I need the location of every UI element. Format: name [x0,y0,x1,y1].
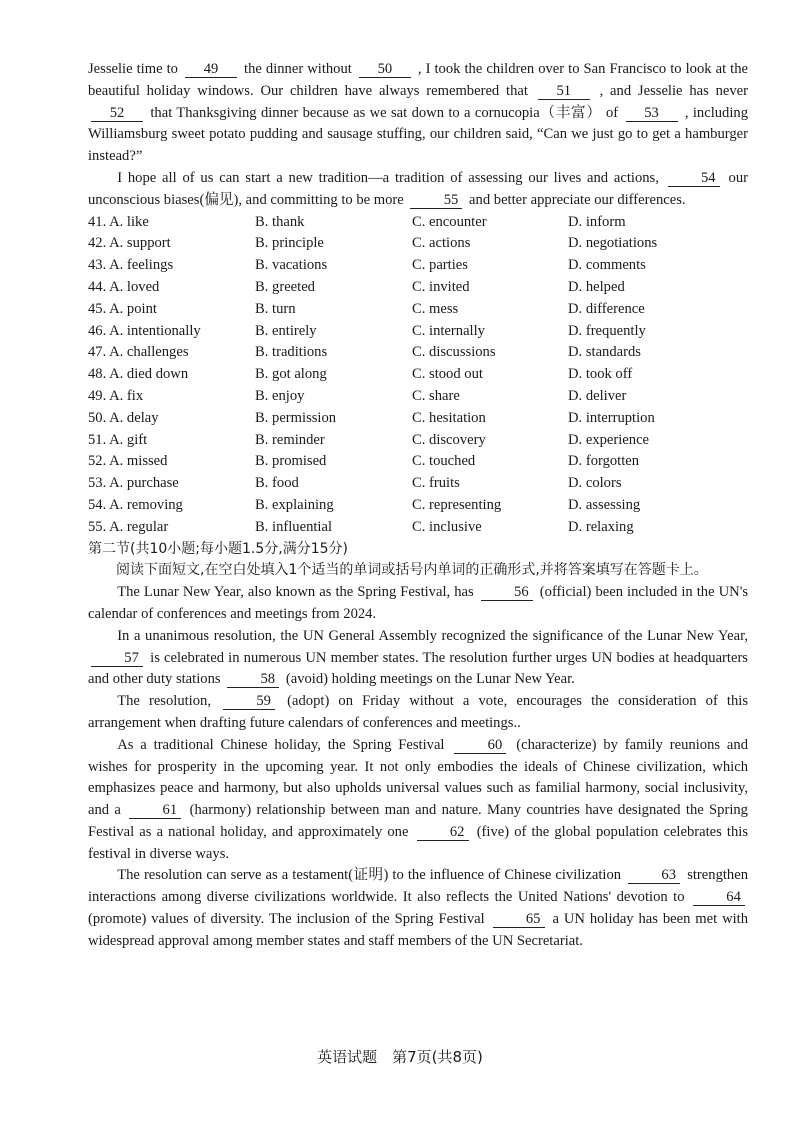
blank-62: 62 [417,824,469,841]
text-segment: , I took the children over to San Francisco to look at the beautiful holiday windows. Our children have always remembered that [88,61,749,99]
option-52-C: C. touched [412,453,476,470]
text-segment: is celebrated in numerous UN member states. The resolution further urges UN bodies at headquarters and other duty stations [88,649,748,688]
option-44-D: D. helped [568,278,625,295]
section-instruction: 阅读下面短文,在空白处填入1个适当的单词或括号内单词的正确形式,并将答案填写在答题卡上。 [116,562,708,579]
text-segment: strengthen interactions among diverse civilizations worldwide. It also reflects the United Nations' devotion to [88,867,748,906]
text-segment: a UN holiday has been met with widespread approval among member states and staff members of the UN Secretariat. [88,911,749,949]
option-53-B: B. food [255,475,299,492]
option-43-D: D. comments [568,257,646,274]
answer-options [88,212,748,539]
blank-63: 63 [628,867,680,884]
text-segment: (harmony) relationship between man and nature. Many countries have designated the Spring Festival as a national holiday, and approximately one [88,802,748,840]
option-49-B: B. enjoy [255,387,305,404]
option-52-B: B. promised [255,453,327,470]
option-52-D: D. forgotten [568,453,640,470]
text-segment: The resolution can serve as a testament(证明) to the influence of Chinese civilization [117,867,622,884]
option-45-B: B. turn [255,300,296,317]
option-43-B: B. vacations [255,257,328,274]
text-segment: the dinner without [244,61,352,77]
option-46-B: B. entirely [255,322,317,339]
blank-54: 54 [668,170,720,187]
blank-64: 64 [693,889,745,906]
option-44-A: 44. A. loved [88,278,160,295]
text-segment: The resolution, [117,693,211,710]
option-54-B: B. explaining [255,496,334,513]
paragraph [88,691,748,735]
blank-58: 58 [227,671,279,688]
option-46-D: D. frequently [568,322,646,339]
option-49-D: D. deliver [568,387,627,404]
cloze-passage [88,59,748,212]
option-49-C: C. share [412,387,460,404]
text-segment: I hope all of us can start a new tradition—a tradition of assessing our lives and actions, [117,169,659,186]
option-47-B: B. traditions [255,344,328,361]
option-46-C: C. internally [412,322,485,339]
option-51-B: B. reminder [255,431,325,448]
paragraph [88,59,748,168]
text-segment: (adopt) on Friday without a vote, encourages the consideration of this arrangement when drafting future calendars of conferences and meetings.. [88,693,749,731]
blank-52: 52 [91,105,143,122]
page-footer: 英语试题 第7页(共8页) [317,1048,483,1066]
text-segment: that Thanksgiving dinner because as we sat down to a cornucopia（丰富） of [150,104,619,121]
option-42-C: C. actions [412,235,471,252]
option-54-D: D. assessing [568,496,641,513]
option-50-A: 50. A. delay [88,409,159,426]
option-49-A: 49. A. fix [88,387,144,404]
text-segment: and better appreciate our differences. [469,191,686,208]
option-55-B: B. influential [255,518,333,535]
paragraph [88,865,748,952]
option-44-C: C. invited [412,278,470,295]
option-42-B: B. principle [255,235,324,252]
option-55-C: C. inclusive [412,518,482,535]
paragraph [88,582,748,626]
paragraph [88,626,748,691]
option-42-A: 42. A. support [88,235,171,252]
option-48-D: D. took off [568,366,633,383]
option-44-B: B. greeted [255,278,315,295]
option-52-A: 52. A. missed [88,453,168,470]
option-47-A: 47. A. challenges [88,344,189,361]
option-45-A: 45. A. point [88,300,157,317]
text-segment: , including Williamsburg sweet potato pudding and sausage stuffing, our children said, “Can we just go to get a hamburger instead?” [88,104,748,165]
grammar-fill-passage [88,582,748,953]
text-segment: (characterize) by family reunions and wishes for prosperity in the upcoming year. It not only embodies the ideals of Chinese civilization, which emphasizes peace and harmony, but also upholds universal values such as familial harmony, social inclusivity, and a [88,736,748,819]
text-segment: (five) of the global population celebrates this festival in diverse ways. [88,823,748,862]
option-48-A: 48. A. died down [88,366,189,383]
option-54-C: C. representing [412,496,502,513]
paragraph [88,735,748,866]
text-segment: (official) been included in the UN's calendar of conferences and meetings from 2024. [88,584,749,622]
option-48-B: B. got along [255,366,327,383]
blank-59: 59 [223,693,275,710]
option-50-D: D. interruption [568,409,655,426]
option-53-D: D. colors [568,475,622,492]
option-41-A: 41. A. like [88,213,149,230]
text-segment: Jesselie time to [88,61,178,77]
blank-60: 60 [454,737,506,754]
text-segment: As a traditional Chinese holiday, the Spring Festival [117,736,445,753]
blank-49: 49 [185,61,237,78]
option-41-B: B. thank [255,213,305,230]
option-43-C: C. parties [412,257,468,274]
option-55-A: 55. A. regular [88,518,169,535]
text-segment: (avoid) holding meetings on the Lunar New Year. [285,671,575,688]
option-48-C: C. stood out [412,366,483,383]
option-43-A: 43. A. feelings [88,257,174,274]
blank-56: 56 [481,584,533,601]
blank-51: 51 [538,83,590,100]
option-42-D: D. negotiations [568,235,658,252]
paragraph [88,168,748,212]
option-46-A: 46. A. intentionally [88,322,201,339]
option-51-D: D. experience [568,431,650,448]
exam-page [88,59,748,953]
option-53-A: 53. A. purchase [88,475,179,492]
option-47-C: C. discussions [412,344,496,361]
option-53-C: C. fruits [412,475,460,492]
text-segment: The Lunar New Year, also known as the Spring Festival, has [117,584,474,601]
option-55-D: D. relaxing [568,518,634,535]
blank-57: 57 [91,650,143,667]
blank-65: 65 [493,911,545,928]
option-50-B: B. permission [255,409,337,426]
text-segment: our unconscious biases(偏见), and committing to be more [88,169,748,208]
text-segment: (promote) values of diversity. The inclusion of the Spring Festival [88,911,485,928]
option-51-C: C. discovery [412,431,486,448]
option-41-C: C. encounter [412,213,487,230]
option-45-D: D. difference [568,300,645,317]
option-54-A: 54. A. removing [88,496,183,513]
blank-55: 55 [410,192,462,209]
text-segment: , and Jesselie has never [599,82,749,99]
text-segment: In a unanimous resolution, the UN General Assembly recognized the significance of the Lunar New Year, [117,627,748,644]
section-heading: 第二节(共10小题;每小题1.5分,满分15分) [88,540,348,557]
option-41-D: D. inform [568,213,626,230]
option-51-A: 51. A. gift [88,431,148,448]
option-50-C: C. hesitation [412,409,486,426]
blank-50: 50 [359,61,411,78]
blank-61: 61 [129,802,181,819]
option-45-C: C. mess [412,300,459,317]
option-47-D: D. standards [568,344,641,361]
blank-53: 53 [626,105,678,122]
